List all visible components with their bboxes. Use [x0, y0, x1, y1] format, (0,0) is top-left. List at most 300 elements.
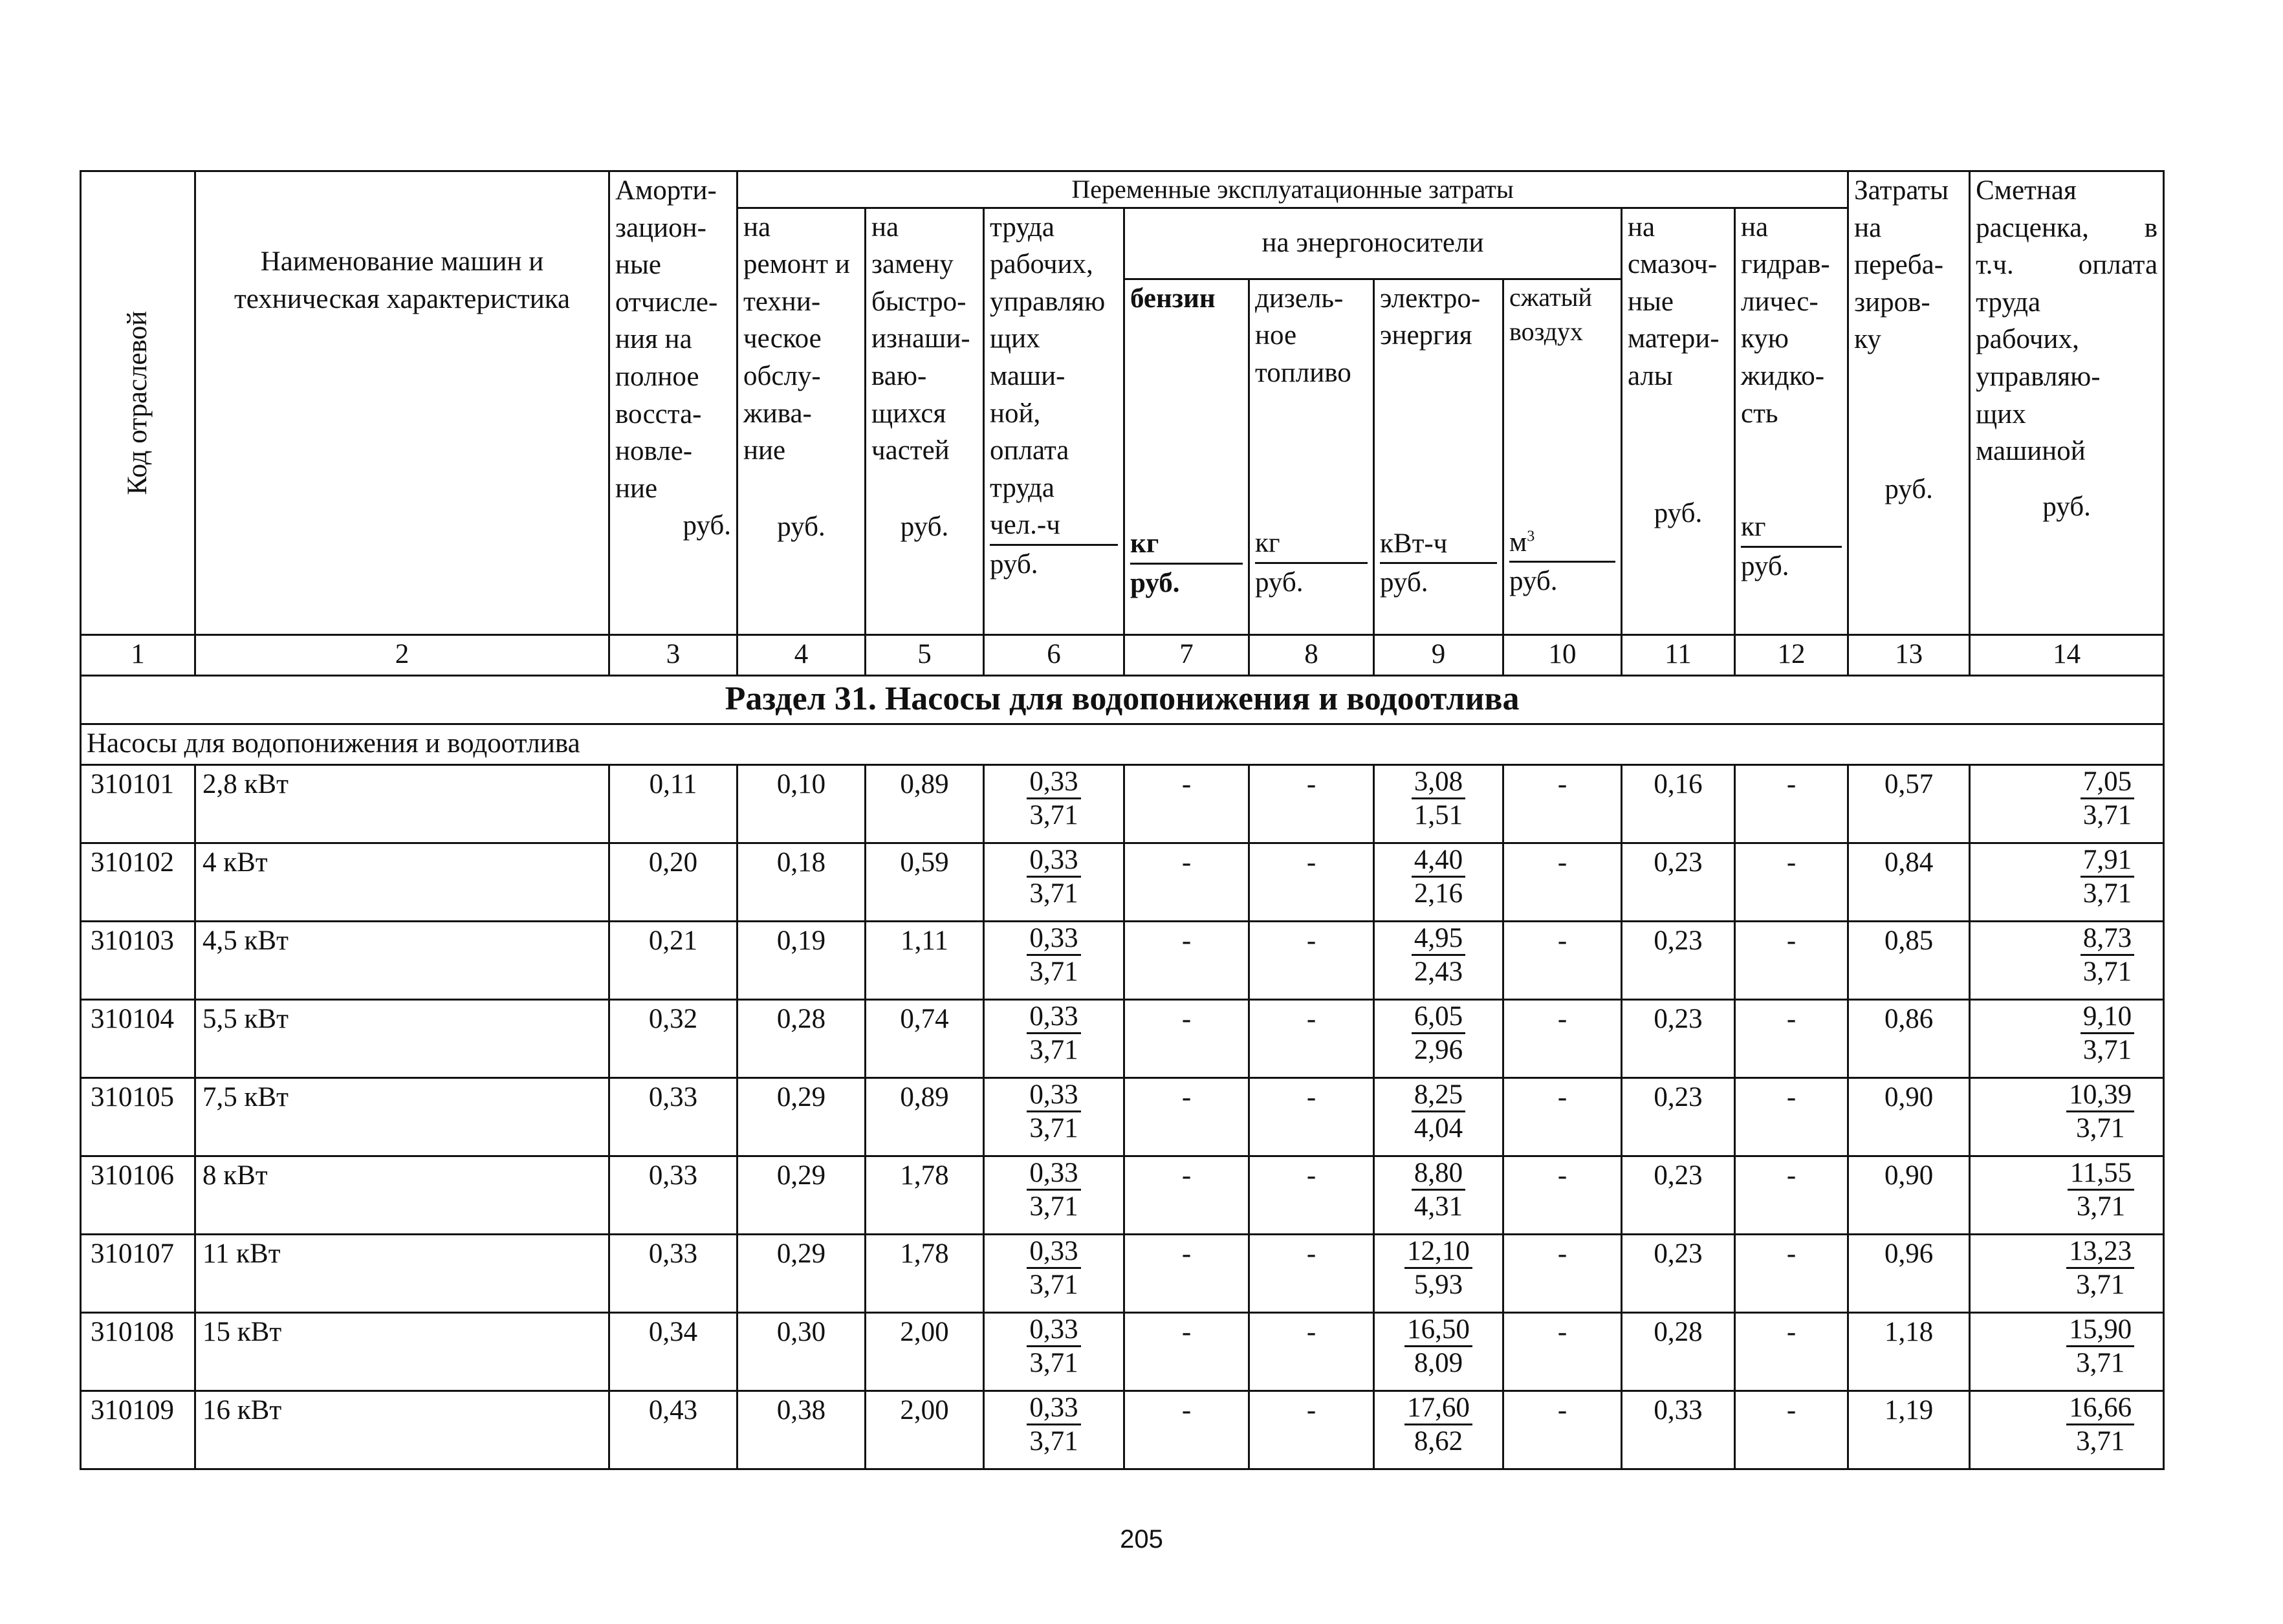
cell-code: 310101: [81, 764, 195, 843]
cell-amort: 0,33: [609, 1156, 737, 1234]
col-number: 1: [81, 634, 195, 675]
fraction-numerator: 8,25: [1412, 1079, 1465, 1112]
fraction: [1027, 1079, 1080, 1145]
cell-name: 15 кВт: [195, 1312, 609, 1391]
cell-lub: 0,23: [1622, 921, 1735, 999]
header-line: на: [871, 211, 899, 243]
header-line: ния на: [615, 324, 692, 355]
cell-lub: 0,23: [1622, 1156, 1735, 1234]
header-line: смазоч-: [1628, 249, 1718, 280]
header-line: частей: [871, 435, 950, 466]
header-line: воздух: [1509, 317, 1584, 347]
col-number: 3: [609, 634, 737, 675]
fraction-numerator: 0,33: [1027, 1001, 1080, 1034]
fraction-numerator: 8,73: [2081, 922, 2134, 956]
fraction-denominator: 3,71: [1029, 1035, 1078, 1066]
fraction-cell: [1970, 764, 2164, 843]
fraction-denominator: 2,96: [1414, 1035, 1463, 1066]
header-code: Код отраслевой: [81, 171, 195, 635]
fraction-numerator: 4,40: [1412, 844, 1465, 878]
header-line: дизель-: [1255, 283, 1344, 314]
column-numbers-row: [81, 634, 2164, 675]
fraction-denominator: 3,71: [1029, 1270, 1078, 1301]
header-line: ку: [1854, 324, 1881, 355]
cell-code: 310104: [81, 999, 195, 1077]
col-number: 14: [1970, 634, 2164, 675]
fraction-numerator: 16,66: [2066, 1392, 2134, 1425]
fraction-denominator: 5,93: [1414, 1270, 1463, 1301]
cell-name: 2,8 кВт: [195, 764, 609, 843]
cell-parts: 0,74: [866, 999, 984, 1077]
cell-code: 310108: [81, 1312, 195, 1391]
header-line: техни-: [743, 286, 821, 317]
cell-code: 310102: [81, 843, 195, 921]
fraction-cell: [984, 1312, 1124, 1391]
fraction-numerator: 0,33: [1027, 1079, 1080, 1112]
cell-parts: 1,78: [866, 1234, 984, 1312]
section-title: Раздел 31. Насосы для водопонижения и водоотлива: [81, 675, 2164, 724]
fraction: [1412, 1079, 1465, 1145]
fraction-cell: [1374, 921, 1503, 999]
fraction-numerator: 4,95: [1412, 922, 1465, 956]
cell-hyd: -: [1735, 843, 1848, 921]
header-line: жидко-: [1741, 361, 1825, 392]
fraction-cell: [1970, 1391, 2164, 1469]
table-row: [81, 1234, 2164, 1312]
cell-code: 310106: [81, 1156, 195, 1234]
cell-air: -: [1503, 1391, 1622, 1469]
header-line: изнаши-: [871, 323, 970, 354]
fraction-cell: [1374, 843, 1503, 921]
header-line: переба-: [1854, 250, 1944, 281]
header-relocation: Затраты на переба- зиров- ку руб.: [1848, 171, 1970, 635]
cell-diesel: -: [1249, 1077, 1374, 1156]
header-line: на: [1854, 212, 1882, 243]
fraction: [2066, 1314, 2134, 1380]
col-number: 9: [1374, 634, 1503, 675]
cell-code: 310105: [81, 1077, 195, 1156]
table-row: [81, 999, 2164, 1077]
cell-gasoline: -: [1124, 921, 1249, 999]
cell-gasoline: -: [1124, 1234, 1249, 1312]
header-line: ческое: [743, 323, 822, 354]
fraction-denominator: 2,43: [1414, 957, 1463, 988]
header-line: матери-: [1628, 323, 1720, 354]
cell-lub: 0,33: [1622, 1391, 1735, 1469]
header-line: на: [743, 211, 771, 243]
fraction: [1412, 766, 1465, 832]
table-row: [81, 1156, 2164, 1234]
cell-lub: 0,23: [1622, 999, 1735, 1077]
fraction-cell: [1374, 1391, 1503, 1469]
header-estimate: Сметная расценка, в т.ч. оплата труда рабочих, управляю- щих машиной руб.: [1970, 171, 2164, 635]
fraction-denominator: 2,16: [1414, 878, 1463, 909]
header-electric: электро- энергия кВт-ч руб.: [1374, 279, 1503, 634]
fraction-cell: [1374, 999, 1503, 1077]
header-line: ремонт и: [743, 249, 850, 280]
cell-hyd: -: [1735, 999, 1848, 1077]
cell-lub: 0,28: [1622, 1312, 1735, 1391]
cell-reloc: 1,19: [1848, 1391, 1970, 1469]
cell-diesel: -: [1249, 1312, 1374, 1391]
col-number: 2: [195, 634, 609, 675]
header-line: расценка, в: [1976, 212, 2158, 243]
cell-hyd: -: [1735, 764, 1848, 843]
header-hydraulic: на гидрав- личес- кую жидко- сть кг руб.: [1735, 208, 1848, 634]
table-row: [81, 764, 2164, 843]
fraction: [1027, 844, 1080, 910]
cell-repair: 0,29: [737, 1234, 866, 1312]
cell-diesel: -: [1249, 921, 1374, 999]
fraction-denominator: 3,71: [2076, 1113, 2125, 1144]
fraction: [2081, 1001, 2134, 1066]
fraction-cell: [984, 764, 1124, 843]
col-number: 8: [1249, 634, 1374, 675]
col-number: 11: [1622, 634, 1735, 675]
cell-amort: 0,11: [609, 764, 737, 843]
fraction-denominator: 3,71: [2076, 1270, 2125, 1301]
header-line: электро-: [1380, 283, 1481, 314]
header-line: новле-: [615, 436, 693, 467]
header-repair: на ремонт и техни- ческое обслу- жива- ние руб.: [737, 208, 866, 634]
fraction-cell: [1374, 1077, 1503, 1156]
header-line: энергия: [1380, 320, 1472, 351]
fraction-numerator: 3,08: [1412, 766, 1465, 799]
header-line: ной,: [990, 398, 1041, 429]
col-number: 4: [737, 634, 866, 675]
fraction-denominator: 3,71: [2076, 1348, 2125, 1379]
cell-air: -: [1503, 999, 1622, 1077]
header-line: жива-: [743, 398, 812, 429]
cell-name: 7,5 кВт: [195, 1077, 609, 1156]
header-line: кую: [1741, 323, 1789, 354]
fraction: [2081, 922, 2134, 988]
cell-gasoline: -: [1124, 1391, 1249, 1469]
header-line: на: [1741, 211, 1769, 243]
cell-reloc: 0,90: [1848, 1077, 1970, 1156]
col-number: 12: [1735, 634, 1848, 675]
header-name: Наименование машин и техническая характеристика: [195, 171, 609, 635]
fraction-numerator: 0,33: [1027, 766, 1080, 799]
cell-air: -: [1503, 1234, 1622, 1312]
header-line: сть: [1741, 398, 1778, 429]
header-parts: на замену быстро- изнаши- ваю- щихся частей руб.: [866, 208, 984, 634]
cell-gasoline: -: [1124, 764, 1249, 843]
cell-hyd: -: [1735, 1156, 1848, 1234]
fraction-denominator: 3,71: [2082, 800, 2132, 831]
cell-gasoline: -: [1124, 1312, 1249, 1391]
cell-repair: 0,10: [737, 764, 866, 843]
cell-repair: 0,19: [737, 921, 866, 999]
header-line: машиной: [1976, 436, 2086, 467]
fraction-cell: [1374, 764, 1503, 843]
fraction-cell: [984, 999, 1124, 1077]
fraction-denominator: 1,51: [1414, 800, 1463, 831]
fraction-denominator: 3,71: [1029, 1113, 1078, 1144]
header-variable-costs: Переменные эксплуатационные затраты: [737, 171, 1848, 208]
header-line: на: [1628, 211, 1655, 243]
fraction-cell: [984, 1234, 1124, 1312]
fraction-denominator: 8,09: [1414, 1348, 1463, 1379]
header-air: сжатый воздух $м^3$ руб.: [1503, 279, 1622, 634]
cell-parts: 1,11: [866, 921, 984, 999]
fraction: [2066, 1392, 2134, 1458]
fraction-cell: [1374, 1156, 1503, 1234]
fraction-numerator: 12,10: [1404, 1235, 1472, 1269]
cell-diesel: -: [1249, 843, 1374, 921]
header-gasoline: бензин кг руб.: [1124, 279, 1249, 634]
cell-code: 310109: [81, 1391, 195, 1469]
fraction-cell: [984, 1391, 1124, 1469]
table-row: [81, 1077, 2164, 1156]
cell-parts: 1,78: [866, 1156, 984, 1234]
header-line: труда: [990, 211, 1055, 243]
fraction-cell: [984, 1077, 1124, 1156]
fraction: [1412, 1157, 1465, 1223]
header-line: Сметная: [1976, 175, 2077, 206]
header-line: маши-: [990, 361, 1065, 392]
cell-lub: 0,23: [1622, 843, 1735, 921]
cell-diesel: -: [1249, 1234, 1374, 1312]
header-line: управляю-: [1976, 362, 2101, 393]
fraction-cell: [1970, 1312, 2164, 1391]
page-number: 205: [1120, 1525, 1163, 1554]
cell-amort: 0,33: [609, 1234, 737, 1312]
header-line: ваю-: [871, 361, 927, 392]
cell-hyd: -: [1735, 1391, 1848, 1469]
header-line: отчисле-: [615, 287, 718, 318]
cell-repair: 0,38: [737, 1391, 866, 1469]
fraction-denominator: 3,71: [2082, 1035, 2132, 1066]
header-line: оплата: [990, 435, 1069, 466]
cell-hyd: -: [1735, 1077, 1848, 1156]
col-number: 5: [866, 634, 984, 675]
cell-name: 4 кВт: [195, 843, 609, 921]
header-line: ние: [615, 473, 658, 504]
cell-repair: 0,29: [737, 1156, 866, 1234]
cell-amort: 0,32: [609, 999, 737, 1077]
fraction: [1027, 1157, 1080, 1223]
cell-amort: 0,33: [609, 1077, 737, 1156]
fraction-denominator: 3,71: [1029, 1426, 1078, 1457]
header-line: топливо: [1255, 357, 1351, 388]
cell-parts: 0,89: [866, 1077, 984, 1156]
header-line: т.ч. оплата: [1976, 250, 2158, 281]
cell-gasoline: -: [1124, 999, 1249, 1077]
header-line: ние: [743, 435, 786, 466]
fraction: [2066, 1079, 2134, 1145]
fraction: [1027, 1314, 1080, 1380]
cell-repair: 0,18: [737, 843, 866, 921]
fraction-numerator: 0,33: [1027, 1235, 1080, 1269]
fraction-cell: [984, 843, 1124, 921]
fraction-numerator: 9,10: [2081, 1001, 2134, 1034]
cell-parts: 0,89: [866, 764, 984, 843]
fraction: [1027, 766, 1080, 832]
cell-hyd: -: [1735, 1312, 1848, 1391]
fraction: [1404, 1235, 1472, 1301]
fraction-denominator: 3,71: [2076, 1426, 2125, 1457]
header-line: щих: [990, 323, 1040, 354]
header-labor: труда рабочих, управляю щих маши- ной, оплата труда чел.-ч руб.: [984, 208, 1124, 634]
fraction: [1027, 1392, 1080, 1458]
fraction-cell: [1970, 999, 2164, 1077]
header-amort: Аморти- зацион- ные отчисле- ния на полное восста- новле- ние руб.: [609, 171, 737, 635]
cell-diesel: -: [1249, 999, 1374, 1077]
header-line: рабочих,: [990, 249, 1093, 280]
header-line: щихся: [871, 398, 946, 429]
fraction: [1412, 922, 1465, 988]
header-line: быстро-: [871, 286, 967, 317]
header-line: рабочих,: [1976, 324, 2079, 355]
cell-repair: 0,28: [737, 999, 866, 1077]
table-row: [81, 1312, 2164, 1391]
fraction: [1404, 1392, 1472, 1458]
header-line: щих: [1976, 398, 2026, 429]
fraction-numerator: 8,80: [1412, 1157, 1465, 1191]
header-lubricant: на смазоч- ные матери- алы руб.: [1622, 208, 1735, 634]
cell-air: -: [1503, 1312, 1622, 1391]
header-line: личес-: [1741, 286, 1819, 317]
header-line: ное: [1255, 320, 1297, 351]
cell-reloc: 0,84: [1848, 843, 1970, 921]
fraction: [2081, 844, 2134, 910]
fraction-cell: [984, 921, 1124, 999]
fraction-numerator: 10,39: [2066, 1079, 2134, 1112]
fraction-denominator: 3,71: [1029, 800, 1078, 831]
fraction-numerator: 15,90: [2066, 1314, 2134, 1347]
cell-lub: 0,23: [1622, 1234, 1735, 1312]
fraction-cell: [1970, 1234, 2164, 1312]
cell-diesel: -: [1249, 1156, 1374, 1234]
fraction-denominator: 8,62: [1414, 1426, 1463, 1457]
fraction-denominator: 3,71: [2082, 878, 2132, 909]
cell-repair: 0,30: [737, 1312, 866, 1391]
cell-amort: 0,20: [609, 843, 737, 921]
cell-lub: 0,16: [1622, 764, 1735, 843]
header-diesel: дизель- ное топливо кг руб.: [1249, 279, 1374, 634]
group-title: Насосы для водопонижения и водоотлива: [81, 724, 2164, 764]
fraction: [2066, 1235, 2134, 1301]
cell-parts: 2,00: [866, 1391, 984, 1469]
cell-name: 11 кВт: [195, 1234, 609, 1312]
cell-reloc: 0,96: [1848, 1234, 1970, 1312]
header-line: алы: [1628, 361, 1673, 392]
fraction: [1027, 1235, 1080, 1301]
header-line: сжатый: [1509, 282, 1592, 312]
fraction-numerator: 0,33: [1027, 922, 1080, 956]
fraction: [2081, 766, 2134, 832]
fraction-numerator: 7,05: [2081, 766, 2134, 799]
fraction-cell: [984, 1156, 1124, 1234]
table-row: [81, 921, 2164, 999]
fraction-numerator: 0,33: [1027, 1392, 1080, 1425]
fraction-cell: [1374, 1312, 1503, 1391]
col-number: 6: [984, 634, 1124, 675]
cell-amort: 0,21: [609, 921, 737, 999]
fraction-cell: [1374, 1234, 1503, 1312]
cell-reloc: 0,85: [1848, 921, 1970, 999]
table-row: [81, 1391, 2164, 1469]
rates-table: [80, 170, 2165, 1470]
cell-name: 16 кВт: [195, 1391, 609, 1469]
header-line: Затраты: [1854, 175, 1949, 206]
header-line: замену: [871, 249, 954, 280]
cell-reloc: 0,90: [1848, 1156, 1970, 1234]
col-number: 13: [1848, 634, 1970, 675]
header-line: полное: [615, 362, 699, 393]
col-number: 10: [1503, 634, 1622, 675]
fraction-numerator: 16,50: [1404, 1314, 1472, 1347]
fraction-numerator: 7,91: [2081, 844, 2134, 878]
header-line: зиров-: [1854, 287, 1930, 318]
fraction: [1027, 922, 1080, 988]
fraction: [2068, 1157, 2134, 1223]
cell-reloc: 0,86: [1848, 999, 1970, 1077]
header-line: гидрав-: [1741, 249, 1830, 280]
fraction-denominator: 4,31: [1414, 1191, 1463, 1222]
cell-name: 4,5 кВт: [195, 921, 609, 999]
fraction-cell: [1970, 921, 2164, 999]
fraction-denominator: 3,71: [1029, 1348, 1078, 1379]
fraction-numerator: 13,23: [2066, 1235, 2134, 1269]
cell-reloc: 0,57: [1848, 764, 1970, 843]
header-line: ные: [615, 250, 661, 281]
fraction: [1027, 1001, 1080, 1066]
fraction-numerator: 0,33: [1027, 1314, 1080, 1347]
fraction-numerator: 0,33: [1027, 844, 1080, 878]
fraction-cell: [1970, 843, 2164, 921]
cell-parts: 0,59: [866, 843, 984, 921]
fraction: [1412, 1001, 1465, 1066]
fraction-cell: [1970, 1077, 2164, 1156]
cell-code: 310103: [81, 921, 195, 999]
header-line: восста-: [615, 398, 702, 429]
cell-code: 310107: [81, 1234, 195, 1312]
fraction-numerator: 0,33: [1027, 1157, 1080, 1191]
fraction-numerator: 6,05: [1412, 1001, 1465, 1034]
cell-hyd: -: [1735, 921, 1848, 999]
header-energy: на энергоносители: [1124, 208, 1622, 279]
fraction-numerator: 11,55: [2068, 1157, 2134, 1191]
cell-amort: 0,34: [609, 1312, 737, 1391]
fraction-denominator: 3,71: [2076, 1191, 2126, 1222]
fraction-denominator: 3,71: [1029, 1191, 1078, 1222]
cell-repair: 0,29: [737, 1077, 866, 1156]
fraction-cell: [1970, 1156, 2164, 1234]
header-line: зацион-: [615, 212, 706, 243]
header-line: труда: [1976, 287, 2041, 318]
col-number: 7: [1124, 634, 1249, 675]
table-row: [81, 843, 2164, 921]
fraction-denominator: 4,04: [1414, 1113, 1463, 1144]
cell-air: -: [1503, 921, 1622, 999]
cell-reloc: 1,18: [1848, 1312, 1970, 1391]
fraction: [1404, 1314, 1472, 1380]
cell-amort: 0,43: [609, 1391, 737, 1469]
fraction-denominator: 3,71: [1029, 878, 1078, 909]
cell-lub: 0,23: [1622, 1077, 1735, 1156]
header-line: управляю: [990, 286, 1106, 317]
cell-air: -: [1503, 764, 1622, 843]
fraction-numerator: 17,60: [1404, 1392, 1472, 1425]
header-line: Аморти-: [615, 175, 717, 206]
cell-air: -: [1503, 1156, 1622, 1234]
cell-air: -: [1503, 1077, 1622, 1156]
cell-name: 8 кВт: [195, 1156, 609, 1234]
cell-parts: 2,00: [866, 1312, 984, 1391]
cell-gasoline: -: [1124, 1156, 1249, 1234]
